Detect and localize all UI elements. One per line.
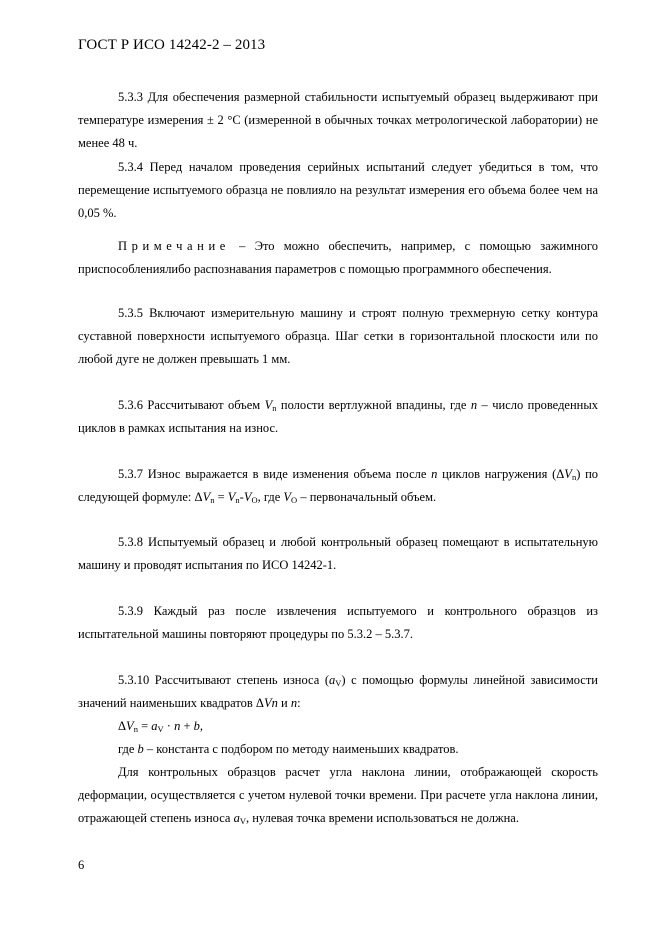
paragraph-5-3-4: 5.3.4 Перед началом проведения серийных испытаний следует убедиться в том, что перемещение испытуемого образца не повлияло на результат измерения его объема более чем на 0,05 %.	[78, 160, 598, 220]
paragraph-5-3-5: 5.3.5 Включают измерительную машину и строят полную трехмерную сетку контура суставной поверхности испытуемого образца. Шаг сетки в горизонтальной плоскости или по любой дуге не должен превышать 1 мм.	[78, 306, 598, 366]
page-number: 6	[78, 858, 85, 872]
paragraph-5-3-10: 5.3.10 Рассчитывают степень износа $(a_V)$ с помощью формулы линейной зависимости значений наименьших квадратов ΔVn и n:	[78, 673, 598, 710]
paragraph-5-3-7: 5.3.7 Износ выражается в виде изменения объема после n циклов нагружения $(\Delta V_n)$ по следующей формуле: $\Delta V_n = V_n-V_O$, где $V_O$ – первоначальный объем.	[78, 467, 599, 505]
paragraph-5-3-3: 5.3.3 Для обеспечения размерной стабильности испытуемый образец выдерживают при температуре измерения ± 2 °С (измеренной в обычных точках метрологической лаборатории) не менее 48 ч.	[78, 90, 598, 150]
formula-explanation: где b – константа с подбором по методу наименьших квадратов.	[118, 742, 459, 756]
paragraph-5-3-9: 5.3.9 Каждый раз после извлечения испытуемого и контрольного образцов из испытательной машины повторяют процедуры по 5.3.2 – 5.3.7.	[78, 604, 598, 641]
note-label: Примечание	[118, 239, 230, 253]
paragraph-5-3-6: 5.3.6 Рассчитывают объем $V_n$ полости вертлужной впадины, где n – число проведенных циклов в рамках испытания на износ.	[78, 398, 599, 435]
note-paragraph: Примечание – Это можно обеспечить, например, с помощью зажимного приспособлениялибо распознавания параметров с помощью программного обеспечения.	[78, 239, 598, 276]
wear-rate-formula: $\Delta V_n = a_V \cdot n + b$,	[118, 719, 203, 734]
paragraph-5-3-8: 5.3.8 Испытуемый образец и любой контрольный образец помещают в испытательную машину и проводят испытания по ИСО 14242-1.	[78, 535, 598, 572]
document-header: ГОСТ Р ИСО 14242-2 – 2013	[78, 37, 266, 53]
paragraph-control-samples: Для контрольных образцов расчет угла наклона линии, отображающей скорость деформации, осуществляется с учетом нулевой точки времени. При расчете угла наклона линии, отражающей степень износа $a_V$, нулевая точка времени использоваться не должна.	[78, 765, 598, 826]
